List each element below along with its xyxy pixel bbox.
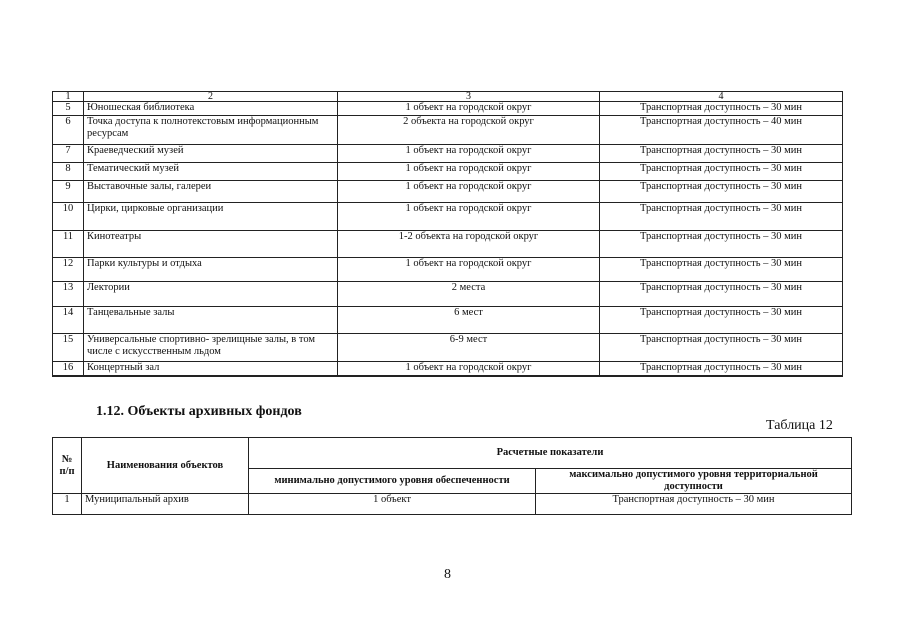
table-row	[53, 307, 843, 334]
table-row	[53, 494, 852, 515]
access-value: Транспортная доступность – 40 мин	[600, 116, 843, 145]
culture-objects-table	[52, 91, 843, 377]
table-row	[53, 145, 843, 163]
table-row	[53, 362, 843, 376]
object-name: Тематический музей	[84, 163, 338, 181]
norm-value: 6 мест	[338, 307, 600, 334]
norm-value: 1 объект на городской округ	[338, 163, 600, 181]
norm-value: 1 объект на городской округ	[338, 102, 600, 116]
norm-value: 2 объекта на городской округ	[338, 116, 600, 145]
norm-value: 6-9 мест	[338, 334, 600, 362]
max-value: Транспортная доступность – 30 мин	[536, 494, 852, 515]
norm-value: 2 места	[338, 282, 600, 307]
row-number: 8	[53, 163, 84, 181]
norm-value: 1 объект на городской округ	[338, 145, 600, 163]
table-row	[53, 334, 843, 362]
norm-value: 1 объект на городской округ	[338, 258, 600, 282]
object-name: Юношеская библиотека	[84, 102, 338, 116]
table-row	[53, 231, 843, 258]
access-value: Транспортная доступность – 30 мин	[600, 102, 843, 116]
header-cell: 4	[600, 92, 843, 102]
access-value: Транспортная доступность – 30 мин	[600, 145, 843, 163]
table-row	[53, 203, 843, 231]
archive-objects-table	[52, 437, 852, 515]
header-cell: 3	[338, 92, 600, 102]
header-max-level: максимально допустимого уровня территориальной доступности	[536, 469, 852, 494]
access-value: Транспортная доступность – 30 мин	[600, 181, 843, 203]
object-name: Лектории	[84, 282, 338, 307]
norm-value: 1 объект на городской округ	[338, 203, 600, 231]
table-header-row	[53, 92, 843, 102]
row-number: 15	[53, 334, 84, 362]
norm-value: 1 объект на городской округ	[338, 181, 600, 203]
access-value: Транспортная доступность – 30 мин	[600, 163, 843, 181]
table-caption: Таблица 12	[766, 418, 833, 433]
access-value: Транспортная доступность – 30 мин	[600, 307, 843, 334]
norm-value: 1 объект на городской округ	[338, 362, 600, 376]
row-number: 6	[53, 116, 84, 145]
row-number: 1	[53, 494, 82, 515]
access-value: Транспортная доступность – 30 мин	[600, 362, 843, 376]
object-name: Выставочные залы, галереи	[84, 181, 338, 203]
object-name: Парки культуры и отдыха	[84, 258, 338, 282]
row-number: 5	[53, 102, 84, 116]
access-value: Транспортная доступность – 30 мин	[600, 258, 843, 282]
access-value: Транспортная доступность – 30 мин	[600, 282, 843, 307]
header-object-name: Наименования объектов	[82, 438, 249, 494]
object-name: Краеведческий музей	[84, 145, 338, 163]
row-number: 16	[53, 362, 84, 376]
object-name: Точка доступа к полнотекстовым информационным ресурсам	[84, 116, 338, 145]
table-row	[53, 163, 843, 181]
access-value: Транспортная доступность – 30 мин	[600, 203, 843, 231]
header-cell: 2	[84, 92, 338, 102]
row-number: 11	[53, 231, 84, 258]
min-value: 1 объект	[249, 494, 536, 515]
row-number: 7	[53, 145, 84, 163]
section-heading: 1.12. Объекты архивных фондов	[96, 404, 302, 419]
table-row	[53, 258, 843, 282]
table-header-row	[53, 438, 852, 469]
row-number: 9	[53, 181, 84, 203]
access-value: Транспортная доступность – 30 мин	[600, 334, 843, 362]
header-calculated: Расчетные показатели	[249, 438, 852, 469]
object-name: Танцевальные залы	[84, 307, 338, 334]
object-name: Универсальные спортивно- зрелищные залы, в том числе с искусственным льдом	[84, 334, 338, 362]
norm-value: 1-2 объекта на городской округ	[338, 231, 600, 258]
header-cell: 1	[53, 92, 84, 102]
row-number: 13	[53, 282, 84, 307]
object-name: Кинотеатры	[84, 231, 338, 258]
page-number: 8	[444, 567, 451, 582]
row-number: 10	[53, 203, 84, 231]
table-row	[53, 116, 843, 145]
row-number: 12	[53, 258, 84, 282]
header-min-level: минимально допустимого уровня обеспеченности	[249, 469, 536, 494]
object-name: Муниципальный архив	[82, 494, 249, 515]
header-num: № п/п	[53, 438, 82, 494]
table-row	[53, 181, 843, 203]
table-row	[53, 282, 843, 307]
row-number: 14	[53, 307, 84, 334]
table-row	[53, 102, 843, 116]
object-name: Цирки, цирковые организации	[84, 203, 338, 231]
object-name: Концертный зал	[84, 362, 338, 376]
access-value: Транспортная доступность – 30 мин	[600, 231, 843, 258]
